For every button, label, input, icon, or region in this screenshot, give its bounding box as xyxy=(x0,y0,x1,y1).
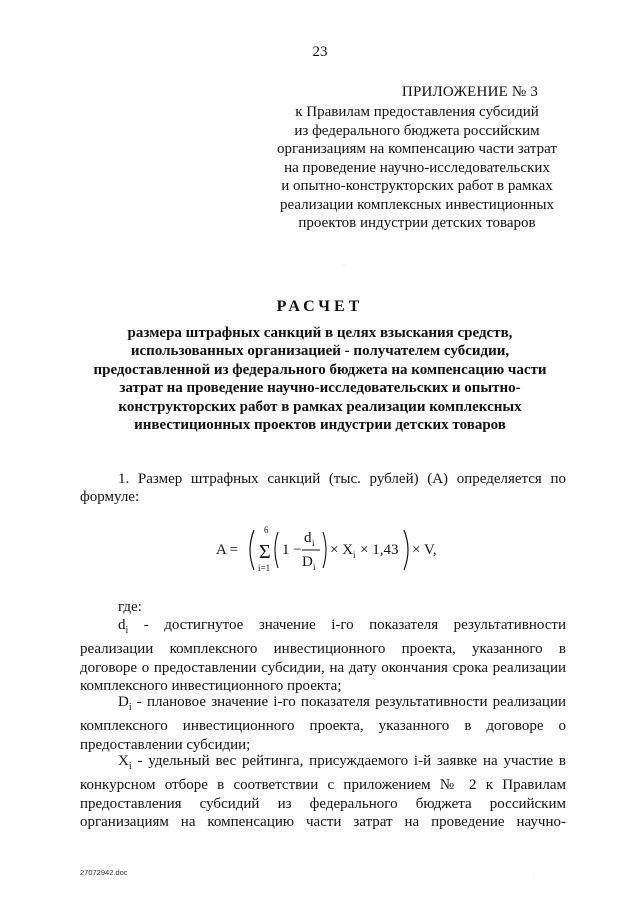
fraction-numerator-d: d xyxy=(304,530,312,546)
definition-text: - удельный вес рейтинга, присуждаемого i-й заявке на участие в xyxy=(131,753,566,769)
definition-line: комплексного инвестиционного проекта, указанного в договоре о xyxy=(80,718,566,735)
formula-big-paren-left xyxy=(250,530,254,570)
penalty-formula xyxy=(216,520,456,580)
symbol-d: d xyxy=(118,617,126,633)
one-minus: 1 − xyxy=(282,542,302,558)
definition-line xyxy=(80,693,566,717)
symbol-X-subscript: i xyxy=(128,761,132,772)
appendix-reference xyxy=(272,103,562,233)
denominator-subscript: i xyxy=(313,562,316,572)
definition-line: предоставлении субсидии; xyxy=(80,736,251,753)
appendix-line: организациям на компенсацию части затрат xyxy=(277,141,557,157)
subtitle-line: конструкторских работ в рамках реализации комплексных xyxy=(118,398,522,415)
definition-line: комплексного инвестиционного проекта; xyxy=(80,678,342,695)
appendix-line: на проведение научно-исследовательских xyxy=(284,159,550,176)
formula-lhs: A = xyxy=(216,542,239,558)
calculation-subtitle xyxy=(88,324,552,434)
subtitle-line: предоставленной из федерального бюджета на компенсацию части xyxy=(93,361,547,378)
definition-line xyxy=(80,616,566,640)
sum-upper-limit: 6 xyxy=(264,525,269,535)
symbol-d-subscript: i xyxy=(125,625,129,636)
symbol-X: X xyxy=(118,753,129,769)
scan-mark: · xyxy=(533,873,535,879)
formula-paren-right xyxy=(323,532,326,568)
definition-d xyxy=(80,616,566,696)
numerator-subscript: i xyxy=(312,538,315,548)
times-x: × X xyxy=(330,542,354,558)
scan-mark: · xyxy=(343,262,345,268)
fraction-denominator-d: D xyxy=(302,554,313,570)
appendix-line: реализации комплексных инвестиционных xyxy=(280,196,554,213)
where-label: где: xyxy=(118,599,142,615)
appendix-line: проектов индустрии детских товаров xyxy=(298,215,536,231)
symbol-D: D xyxy=(118,694,129,710)
footer-doc-code: 27072942.doc xyxy=(80,868,128,877)
subtitle-line: использованных организацией - получателем субсидии, xyxy=(130,343,510,360)
paragraph-line: 1. Размер штрафных санкций (тыс. рублей) (А) определяется по xyxy=(118,471,566,487)
subtitle-line: размера штрафных санкций в целях взыскания средств, xyxy=(127,325,513,341)
definition-X xyxy=(80,752,566,832)
definition-line: конкурсном отборе в соответствии с приложением № 2 к Правилам xyxy=(80,777,566,794)
definition-line xyxy=(80,752,566,776)
times-constant: × 1,43 xyxy=(360,542,399,558)
subtitle-line: затрат на проведение научно-исследовательских и опытно- xyxy=(119,380,521,397)
times-v: × V, xyxy=(412,542,437,558)
sum-sign: Σ xyxy=(259,541,271,563)
appendix-line: и опытно-конструкторских работ в рамках xyxy=(281,178,553,194)
definition-D xyxy=(80,693,566,754)
page-number: 23 xyxy=(312,44,328,60)
definition-text: - достигнутое значение i-го показателя результативности xyxy=(128,617,566,633)
definition-text: - плановое значение i-го показателя результативности реализации xyxy=(131,694,566,710)
x-subscript: i xyxy=(353,550,356,560)
appendix-line: из федерального бюджета российским xyxy=(294,122,540,139)
definition-line: предоставления субсидий из федерального бюджета российским xyxy=(80,795,566,812)
definition-line: организациям на компенсацию части затрат на проведение научно- xyxy=(80,814,566,831)
paragraph-line: формуле: xyxy=(80,489,140,506)
formula-big-paren-right xyxy=(404,530,408,570)
paragraph-1 xyxy=(80,470,566,507)
definition-line: реализации комплексного инвестиционного проекта, указанного в xyxy=(80,641,566,658)
appendix-title: ПРИЛОЖЕНИЕ № 3 xyxy=(401,84,539,100)
symbol-D-subscript: i xyxy=(128,702,132,713)
definition-line: договоре о предоставлении субсидии, на дату окончания срока реализации xyxy=(80,659,566,676)
calculation-title: РАСЧЕТ xyxy=(276,298,364,315)
appendix-line: к Правилам предоставления субсидий xyxy=(295,104,539,120)
subtitle-line: инвестиционных проектов индустрии детских товаров xyxy=(134,417,506,434)
formula-paren-left xyxy=(275,532,278,568)
sum-lower-limit: i=1 xyxy=(258,563,271,573)
